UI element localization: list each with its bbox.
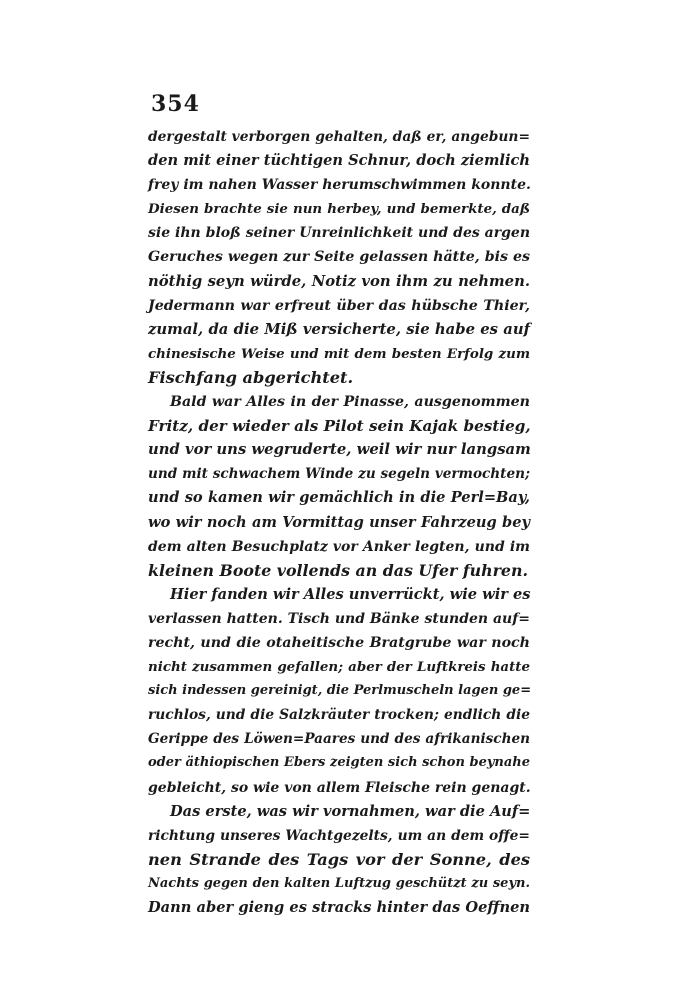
text-line: verlassen hatten. Tisch und Bänke stunden auf= (148, 610, 530, 627)
text-line: sich indessen gereinigt, die Perlmuscheln lagen ge= (148, 683, 532, 699)
text-line: Geruches wegen zur Seite gelassen hätte, bis es (148, 249, 530, 266)
text-line: nöthig seyn würde, Notiz von ihm zu nehmen. (148, 272, 530, 290)
text-line: ruchlos, und die Salzkräuter trocken; endlich die (148, 707, 530, 724)
body-text (148, 125, 530, 920)
text-line: und mit schwachem Winde zu segeln vermochten; (148, 466, 530, 483)
text-line: Dann aber gieng es stracks hinter das Oeffnen (148, 899, 530, 916)
text-line: frey im nahen Wasser herumschwimmen konnte. (148, 177, 531, 194)
text-line: Bald war Alles in der Pinasse, ausgenommen (170, 394, 530, 411)
text-line: sie ihn bloß seiner Unreinlichkeit und des argen (148, 225, 530, 242)
text-line: kleinen Boote vollends an das Ufer fuhren. (148, 560, 528, 580)
text-line: oder äthiopischen Ebers zeigten sich schon beynahe (148, 755, 530, 771)
text-line: richtung unseres Wachtgezelts, um an dem offe= (148, 827, 530, 844)
text-line: Fritz, der wieder als Pilot sein Kajak bestieg, (148, 417, 531, 436)
text-line: Gerippe des Löwen=Paares und des afrikanischen (148, 731, 530, 748)
text-line: Fischfang abgerichtet. (148, 367, 354, 387)
text-line: den mit einer tüchtigen Schnur, doch ziemlich (148, 152, 530, 170)
text-line: zumal, da die Miß versicherte, sie habe es auf (148, 320, 530, 338)
text-line: Das erste, was wir vornahmen, war die Auf= (170, 802, 531, 820)
text-line: und so kamen wir gemächlich in die Perl=Bay, (148, 489, 530, 507)
text-line: Nachts gegen den kalten Luftzug geschützt zu seyn. (148, 875, 530, 891)
text-line: nen Strande des Tags vor der Sonne, des (148, 849, 530, 869)
text-line: dem alten Besuchplatz vor Anker legten, und im (148, 538, 530, 555)
text-line: chinesische Weise und mit dem besten Erfolg zum (148, 345, 530, 362)
text-line: gebleicht, so wie von allem Fleische rein genagt. (148, 779, 531, 796)
text-line: wo wir noch am Vormittag unser Fahrzeug bey (148, 513, 530, 531)
text-line: Hier fanden wir Alles unverrückt, wie wir es (170, 585, 531, 603)
page-number: 354 (151, 91, 200, 117)
text-line: nicht zusammen gefallen; aber der Luftkreis hatte (148, 659, 530, 676)
text-line: Jedermann war erfreut über das hübsche Thier, (148, 297, 530, 314)
text-line: dergestalt verborgen gehalten, daß er, angebun= (148, 129, 530, 145)
text-line: und vor uns wegruderte, weil wir nur langsam (148, 441, 531, 459)
text-line: Diesen brachte sie nun herbey, und bemerkte, daß (148, 201, 530, 218)
text-line: recht, und die otaheitische Bratgrube war noch (148, 634, 530, 651)
